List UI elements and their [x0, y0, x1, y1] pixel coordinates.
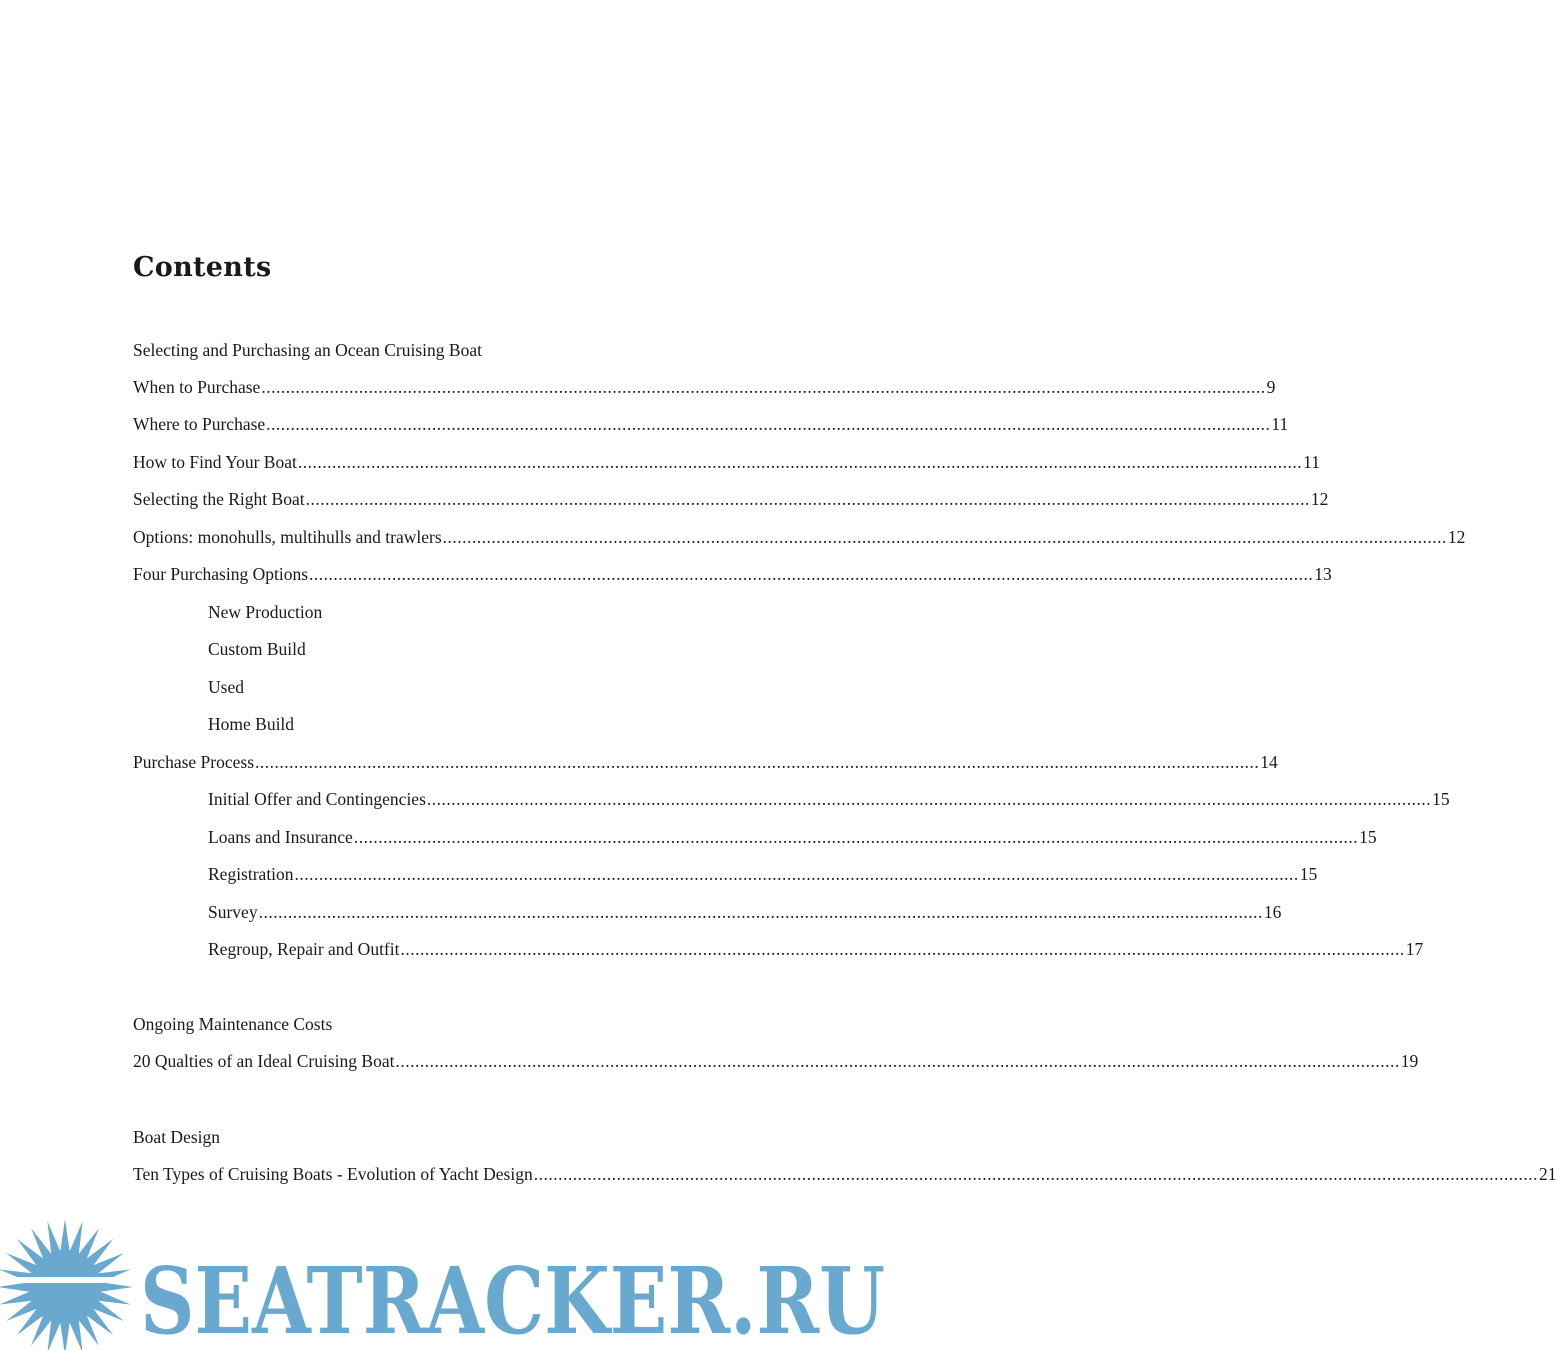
- sun-disk: [31, 1253, 99, 1321]
- toc-entry-page-number: 16: [1263, 902, 1282, 922]
- toc-entry-label: Purchase Process: [133, 752, 255, 772]
- toc-entry-label: How to Find Your Boat: [133, 452, 297, 472]
- toc-entry[interactable]: [133, 486, 1329, 512]
- section-heading-label: Selecting and Purchasing an Ocean Cruising Boat: [133, 340, 482, 360]
- toc-entry[interactable]: [208, 711, 294, 737]
- toc-entry-page-number: 15: [1299, 864, 1318, 884]
- dot-leader: [443, 524, 1447, 550]
- sun-icon: [0, 1219, 137, 1350]
- watermark-text: SEATRACKER.RU: [140, 1247, 885, 1350]
- toc-entry[interactable]: [208, 861, 1318, 887]
- toc-entry-page-number: 11: [1271, 414, 1289, 434]
- toc-entry-label: Options: monohulls, multihulls and trawlers: [133, 527, 442, 547]
- section-heading: [133, 337, 482, 363]
- toc-entry[interactable]: [208, 599, 322, 625]
- toc-entry-label: Custom Build: [208, 639, 306, 659]
- page-title: Contents: [133, 252, 272, 283]
- toc-entry[interactable]: [133, 524, 1466, 550]
- toc-entry-label: Ten Types of Cruising Boats - Evolution of Yacht Design: [133, 1164, 533, 1184]
- toc-entry-page-number: 14: [1260, 752, 1278, 772]
- dot-leader: [266, 411, 1270, 437]
- toc-entry[interactable]: [133, 411, 1289, 437]
- toc-entry-page-number: 15: [1432, 789, 1450, 809]
- toc-entry-label: 20 Qualties of an Ideal Cruising Boat: [133, 1051, 395, 1071]
- toc-entry-page-number: 11: [1303, 452, 1320, 472]
- dot-leader: [400, 936, 1404, 962]
- toc-entry-page-number: 12: [1310, 489, 1329, 509]
- toc-entry-page-number: 9: [1266, 377, 1276, 397]
- dot-leader: [255, 749, 1259, 775]
- toc-entry[interactable]: [208, 936, 1424, 962]
- section-heading-label: Boat Design: [133, 1127, 221, 1147]
- toc-entry-label: Where to Purchase: [133, 414, 266, 434]
- dot-leader: [259, 899, 1263, 925]
- horizon-line: [0, 1277, 137, 1283]
- dot-leader: [295, 861, 1299, 887]
- toc-entry-page-number: 15: [1359, 827, 1377, 847]
- section-heading: [133, 1124, 220, 1150]
- toc-entry[interactable]: [133, 561, 1332, 587]
- toc-entry-page-number: 12: [1447, 527, 1466, 547]
- toc-entry-label: Survey: [208, 902, 258, 922]
- toc-entry-page-number: 21: [1538, 1164, 1556, 1184]
- toc-entry[interactable]: [133, 1048, 1419, 1074]
- section-heading: [133, 1011, 332, 1037]
- toc-entry[interactable]: [133, 1161, 1556, 1187]
- toc-entry-label: New Production: [208, 602, 323, 622]
- watermark-logo: [0, 1215, 900, 1350]
- toc-entry[interactable]: [208, 824, 1377, 850]
- dot-leader: [354, 824, 1358, 850]
- toc-entry-label: Selecting the Right Boat: [133, 489, 305, 509]
- toc-entry[interactable]: [208, 786, 1450, 812]
- dot-leader: [309, 561, 1313, 587]
- toc-entry-label: Home Build: [208, 714, 295, 734]
- toc-entry-page-number: 17: [1405, 939, 1424, 959]
- toc-entry-label: Regroup, Repair and Outfit: [208, 939, 400, 959]
- dot-leader: [298, 449, 1302, 475]
- dot-leader: [306, 486, 1310, 512]
- toc-entry-label: Loans and Insurance: [208, 827, 353, 847]
- toc-entry[interactable]: [208, 636, 306, 662]
- toc-entry[interactable]: [133, 749, 1278, 775]
- section-heading-label: Ongoing Maintenance Costs: [133, 1014, 333, 1034]
- toc-entry[interactable]: [133, 374, 1276, 400]
- toc-entry[interactable]: [208, 674, 244, 700]
- toc-entry-label: When to Purchase: [133, 377, 261, 397]
- dot-leader: [261, 374, 1265, 400]
- toc-entry-label: Four Purchasing Options: [133, 564, 308, 584]
- toc-entry[interactable]: [208, 899, 1282, 925]
- toc-entry-label: Used: [208, 677, 244, 697]
- dot-leader: [427, 786, 1431, 812]
- dot-leader: [534, 1161, 1538, 1187]
- toc-entry[interactable]: [133, 449, 1320, 475]
- dot-leader: [395, 1048, 1399, 1074]
- toc-entry-label: Registration: [208, 864, 294, 884]
- toc-entry-page-number: 13: [1314, 564, 1332, 584]
- toc-entry-page-number: 19: [1400, 1051, 1419, 1071]
- toc-entry-label: Initial Offer and Contingencies: [208, 789, 426, 809]
